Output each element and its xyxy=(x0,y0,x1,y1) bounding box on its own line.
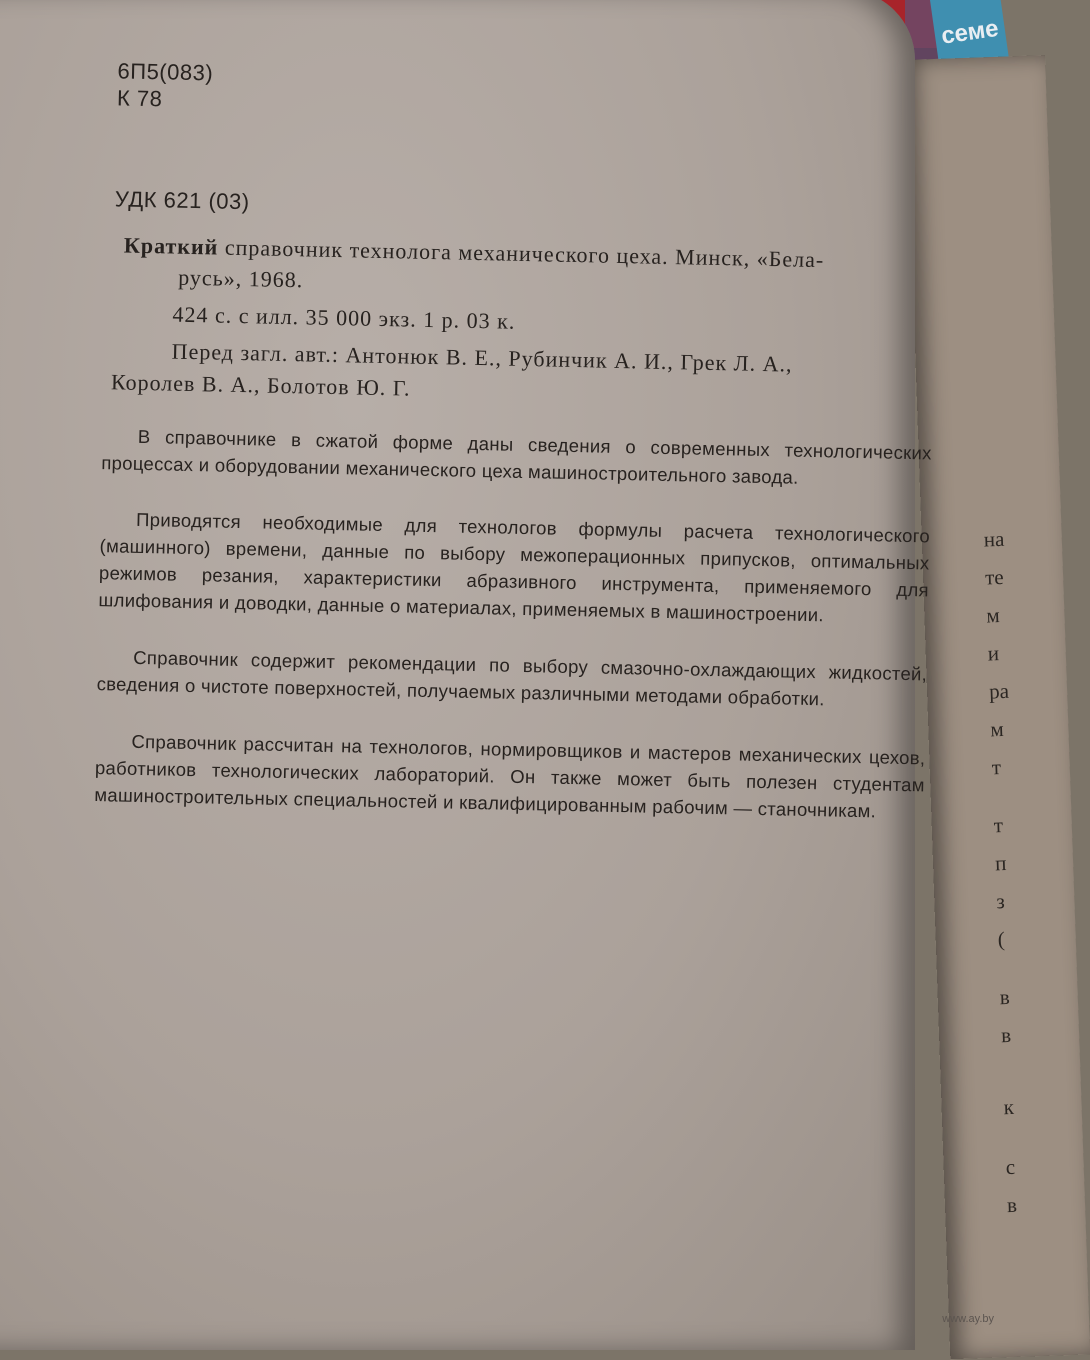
watermark: www.ay.by xyxy=(942,1313,994,1325)
right-page-letter: т xyxy=(993,813,1004,838)
right-page-letter: м xyxy=(986,603,1001,628)
reference-title-rest: справочник технолога механического цеха. Минск, «Бела- xyxy=(218,234,825,273)
reference-line-4: Перед загл. авт.: Антонюк В. Е., Рубинчик А. И., Грек Л. А., xyxy=(171,338,793,377)
right-page-letter: к xyxy=(1003,1094,1015,1120)
right-page-letter: ( xyxy=(997,927,1006,952)
right-page-letter: п xyxy=(994,850,1007,876)
right-page-letter: те xyxy=(984,564,1005,590)
reference-line-3: 424 с. с илл. 35 000 экз. 1 р. 03 к. xyxy=(172,301,516,334)
right-page xyxy=(905,55,1090,1359)
author-mark: К 78 xyxy=(116,85,163,112)
blue-package-text: семе xyxy=(939,14,1001,50)
right-page-letter: м xyxy=(989,716,1005,742)
right-page-letter: в xyxy=(1000,1022,1012,1048)
right-page-letter: т xyxy=(991,755,1002,780)
right-page-letter: в xyxy=(999,984,1011,1010)
reference-line-2: русь», 1968. xyxy=(177,264,304,293)
udk-code: УДК 621 (03) xyxy=(114,186,250,215)
reference-title-bold: Краткий xyxy=(123,232,219,260)
right-page-letter: с xyxy=(1005,1154,1016,1180)
abstract-paragraph: Справочник рассчитан на технологов, нормировщиков и мастеров механических цехов, работников технологических лабораторий. Он также может быть полезен студентам машиностроительных специальностей и квалифицированным рабочим — станочникам. xyxy=(94,730,926,822)
right-page-letter: ра xyxy=(988,678,1010,704)
reference-line-5: Королев В. А., Болотов Ю. Г. xyxy=(110,369,411,401)
right-page-letter: на xyxy=(983,526,1005,552)
page-content xyxy=(0,8,932,1360)
right-page-letter: и xyxy=(987,641,1000,666)
abstract-paragraph: В справочнике в сжатой форме даны сведения о современных технологических процессах и оборудовании механического цеха машиностроительного завода. xyxy=(101,425,932,488)
abstract-paragraph: Справочник содержит рекомендации по выбору смазочно-охлаждающих жидкостей, сведения о чистоте поверхностей, получаемых различными методами обработки. xyxy=(96,646,928,710)
abstract-paragraph: Приводятся необходимые для технологов формулы расчета технологического (машинного) времени, данные по выбору межоперационных припусков, оптимальных режимов резания, характеристики абразивного инструмента, применяемого для шлифования и доводки, данные о материалах, применяемых в машиностроении. xyxy=(98,508,931,626)
right-page-letter: в xyxy=(1006,1192,1018,1218)
classification-code: 6П5(083) xyxy=(117,58,214,86)
right-page-letter: з xyxy=(995,889,1006,914)
